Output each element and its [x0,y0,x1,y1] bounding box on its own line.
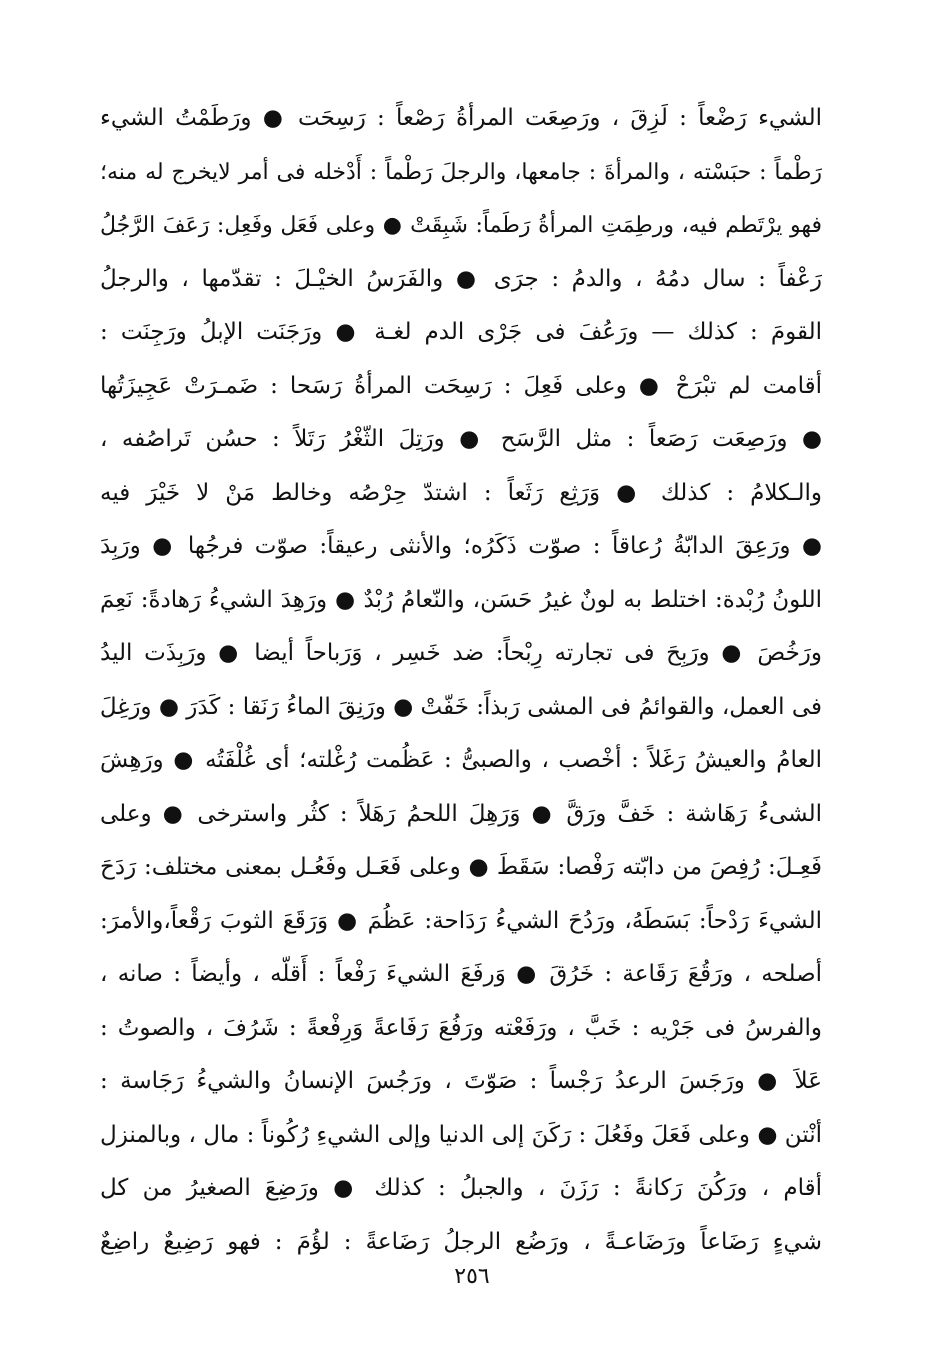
text-line: أصلحه ، ورَقُعَ رَقَاعة : خَرُقَ ● وَرفَعَ الشيءَ رَفْعاً : أَقلّه ، وأيضاً : صانه ، [100,961,822,987]
text-line: القومَ : كذلك — ورَعُفَ فى جَرْى الدم لغـة ● ورَجَنَت الإبلُ ورَجِنَت : [100,319,822,345]
text-line: العامُ والعيشُ رَغَلاً : أخْصب ، والصبىُّ : عَظُمت رُغْلته؛ أى غُلْفَتُه ● ورَهِشَ [100,747,822,773]
text-line: والـكلامُ : كذلك ● وَرَثِع رَثَعاً : اشتدّ حِرْصُه وخالط مَنْ لا خَيْرَ فيه [100,479,822,506]
text-line: ● ورَصِعَت رَصَعاً : مثل الرَّسَح ● ورَتِلَ الثّغْرُ رَتَلاً : حسُن تَراصُفه ، [100,426,822,452]
text-line: فَعِـلَ: رُفِصَ من دابّته رَفْصا: سَقَطَ ● وعلى فَعَـل وفَعُـل بمعنى مختلف: رَدَحَ [100,854,822,880]
text-line: أقامت لم تبْرَحْ ● وعلى فَعِلَ : رَسِحَت المرأةُ رَسَحا : ضَمـرَتْ عَجِيزَتُها [100,372,822,399]
page-number: ٢٥٦ [454,1264,490,1289]
text-line: فهو يرْتَطم فيه، ورطِمَتِ المرأةُ رَطَماً: شَبِقَتْ ● وعلى فَعَل وفَعِل: رَعَفَ الرَّجُلُ [100,213,822,238]
text-line: ● ورَعِقَ الدابّةُ رُعاقاً : صوّت ذَكَرُه؛ والأنثى رعيقاً: صوّت فرجُها ● ورَبِدَ [100,533,822,559]
text-line: والفرسُ فى جَرْيه : خَبَّ ، ورَفَعْته ورَفُعَ رَفَاعةً وَرِفْعةً : شَرُفَ ، والصوتُ : [100,1014,822,1041]
text-line: ورَخُصَ ● ورَبِحَ فى تجارته رِبْحاً: ضد خَسِر ، وَرَباحاً أيضا ● ورَبِذَت اليدُ [100,640,822,666]
text-line: رَطْماً : حبَسْته ، والمرأةَ : جامعها، والرجلَ رَطْماً : أَدْخله فى أمر لايخرج له منه؛ [100,159,822,185]
text-line: شيءٍ رَضَاعاً ورَضَاعـةً ، ورَضُع الرجلُ رَضَاعةً : لؤُمَ : فهو رَضِيعٌ راضِعٌ [100,1228,822,1255]
text-line: أقام ، ورَكُنَ رَكانةً : رَزَنَ ، والجبلُ : كذلك ● ورَضِعَ الصغيرُ من كل [100,1175,822,1201]
text-line: أنْتن ● وعلى فَعَلَ وفَعُلَ : رَكَنَ إلى الدنيا وإلى الشيءِ رُكُوناً : مال ، وبالمنزل [100,1121,822,1148]
text-line: رَعْفاً : سال دمُهُ ، والدمُ : جرَى ● والفَرَسُ الخيْـلَ : تقدّمها ، والرجلُ [100,265,822,292]
text-line: الشيءَ رَدْحاً: بَسَطَهُ، ورَدُحَ الشيءُ رَدَاحة: عَظُمَ ● وَرَقَعَ الثوبَ رَقْعاً،والأمرَ: [100,907,822,934]
text-line: الشيء رَضْعاً : لَزِقَ ، ورَصِعَت المرأةُ رَصْعاً : رَسِحَت ● ورَطَمْتُ الشيء [100,105,822,131]
text-line: الشىءُ رَهَاشة : خَفَّ ورَقَّ ● وَرَهِلَ اللحمُ رَهَلاً : كثُر واسترخى ● وعلى [100,800,822,827]
text-line: اللونُ رُبْدة: اختلط به لونٌ غيرُ حَسَن، والنّعامُ رُبْدٌ ● ورَهِدَ الشيءُ رَهادةً: نَعِمَ [100,586,822,613]
arabic-text-block [100,92,822,1269]
text-line: عَلاَ ● ورَجَسَ الرعدُ رَجْساً : صَوّتَ ، ورَجُسَ الإنسانُ والشيءُ رَجَاسة : [100,1068,822,1094]
text-line: فى العمل، والقوائمُ فى المشى رَبذاً: خَفّتْ ● ورَنِقَ الماءُ رَنَقا : كَدَرَ ● ورَغِلَ [100,693,822,720]
